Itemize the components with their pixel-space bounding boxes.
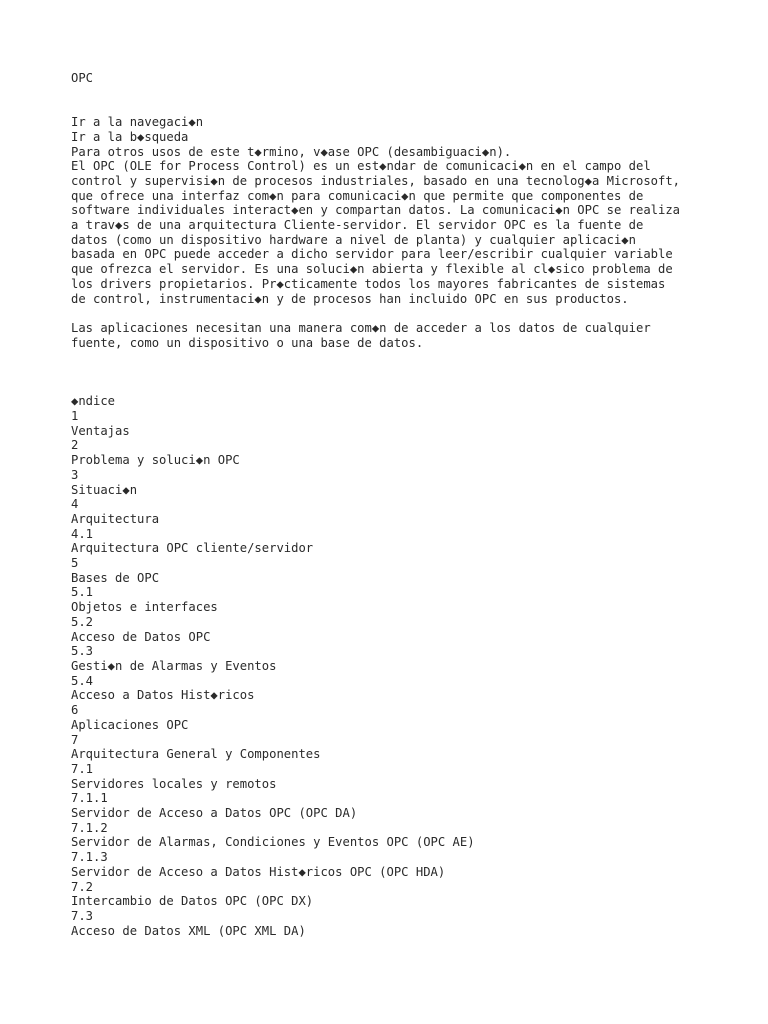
toc-entry[interactable] [71,615,751,644]
intro-paragraph [71,145,751,307]
toc-entry-number: 7.1.3 [71,850,108,865]
toc-entry[interactable] [71,409,751,438]
toc-entry-number: 5.3 [71,644,94,659]
paragraph-line: datos (como un dispositivo hardware a nivel de planta) y cualquier aplicaci◆n [71,232,636,247]
toc-entry-label[interactable]: Intercambio de Datos OPC (OPC DX) [71,894,314,909]
paragraph-line: a trav◆s de una arquitectura Cliente-servidor. El servidor OPC es la fuente de [71,218,644,233]
toc-entry-label[interactable]: Objetos e interfaces [71,600,218,615]
toc-entry-number: 5.1 [71,585,94,600]
toc-entry-label[interactable]: Arquitectura OPC cliente/servidor [71,541,314,556]
paragraph-line: los drivers propietarios. Pr◆cticamente todos los mayores fabricantes de sistemas [71,276,666,291]
toc-entry[interactable] [71,438,751,467]
toc-entry[interactable] [71,909,751,938]
toc-entry-label[interactable]: Gesti◆n de Alarmas y Eventos [71,658,277,673]
toc-entry-label[interactable]: Arquitectura General y Componentes [71,747,321,762]
toc-entry[interactable] [71,703,751,732]
toc-entry-number: 5.2 [71,614,94,629]
paragraph-line: El OPC (OLE for Process Control) es un est◆ndar de comunicaci◆n en el campo del [71,159,651,174]
toc-entry-label[interactable]: Acceso de Datos XML (OPC XML DA) [71,923,306,938]
toc-entry[interactable] [71,762,751,791]
toc-entry[interactable] [71,821,751,850]
toc-entry[interactable] [71,497,751,526]
skip-to-navigation-link[interactable]: Ir a la navegaci◆n [71,115,204,130]
skip-to-search-link[interactable]: Ir a la b◆squeda [71,129,189,144]
paragraph-line: de control, instrumentaci◆n y de procesos han incluido OPC en sus productos. [71,291,629,306]
toc-entry[interactable] [71,880,751,909]
toc-entry-label[interactable]: Servidor de Alarmas, Condiciones y Eventos OPC (OPC AE) [71,835,475,850]
toc-list [71,409,751,938]
toc-entry[interactable] [71,585,751,614]
toc-entry[interactable] [71,468,751,497]
toc-entry[interactable] [71,644,751,673]
second-paragraph [71,321,751,350]
paragraph-line: control y supervisi◆n de procesos industriales, basado en una tecnolog◆a Microsoft, [71,173,681,188]
paragraph-line: que ofrezca el servidor. Es una soluci◆n abierta y flexible al cl◆sico problema de [71,262,673,277]
toc-entry[interactable] [71,556,751,585]
toc-entry-number: 7.1.2 [71,820,108,835]
toc-entry-label[interactable]: Bases de OPC [71,570,160,585]
spacer [71,86,751,115]
toc-heading: ◆ndice [71,394,116,409]
toc-entry-number: 6 [71,703,79,718]
toc-entry-label[interactable]: Problema y soluci◆n OPC [71,453,240,468]
toc-entry-number: 1 [71,409,79,424]
paragraph-line: software individuales interact◆en y compartan datos. La comunicaci◆n OPC se realiza [71,203,681,218]
toc-entry-label[interactable]: Aplicaciones OPC [71,717,189,732]
toc-entry-number: 7 [71,732,79,747]
paragraph-line: fuente, como un dispositivo o una base de datos. [71,335,424,350]
toc-entry[interactable] [71,527,751,556]
toc-entry-label[interactable]: Ventajas [71,423,130,438]
toc-entry-label[interactable]: Situaci◆n [71,482,138,497]
toc-entry-label[interactable]: Arquitectura [71,511,160,526]
paragraph-line: Para otros usos de este t◆rmino, v◆ase OPC (desambiguaci◆n). [71,144,512,159]
toc-entry-label[interactable]: Acceso a Datos Hist◆ricos [71,688,255,703]
toc-entry-number: 2 [71,438,79,453]
toc-entry-number: 4 [71,497,79,512]
toc-entry-number: 7.1 [71,761,94,776]
toc-entry-label[interactable]: Acceso de Datos OPC [71,629,211,644]
toc-entry-number: 5.4 [71,673,94,688]
toc-entry-number: 7.2 [71,879,94,894]
nav-links [71,115,751,144]
paragraph-line: basada en OPC puede acceder a dicho servidor para leer/escribir cualquier variable [71,247,673,262]
toc-entry-number: 7.3 [71,908,94,923]
toc-entry-number: 5 [71,556,79,571]
paragraph-line: que ofrece una interfaz com◆n para comunicaci◆n que permite que componentes de [71,188,644,203]
toc-entry-label[interactable]: Servidor de Acceso a Datos Hist◆ricos OPC (OPC HDA) [71,864,446,879]
toc-entry[interactable] [71,674,751,703]
toc-entry-number: 7.1.1 [71,791,108,806]
toc-entry[interactable] [71,733,751,762]
spacer [71,350,751,394]
spacer [71,306,751,321]
page-title: OPC [71,71,94,85]
toc-entry-number: 3 [71,467,79,482]
document-page [71,71,751,938]
toc-entry-label[interactable]: Servidor de Acceso a Datos OPC (OPC DA) [71,806,358,821]
paragraph-line: Las aplicaciones necesitan una manera com◆n de acceder a los datos de cualquier [71,320,651,335]
toc-entry-label[interactable]: Servidores locales y remotos [71,776,277,791]
toc-entry[interactable] [71,791,751,820]
toc-entry[interactable] [71,850,751,879]
table-of-contents [71,394,751,938]
toc-entry-number: 4.1 [71,526,94,541]
